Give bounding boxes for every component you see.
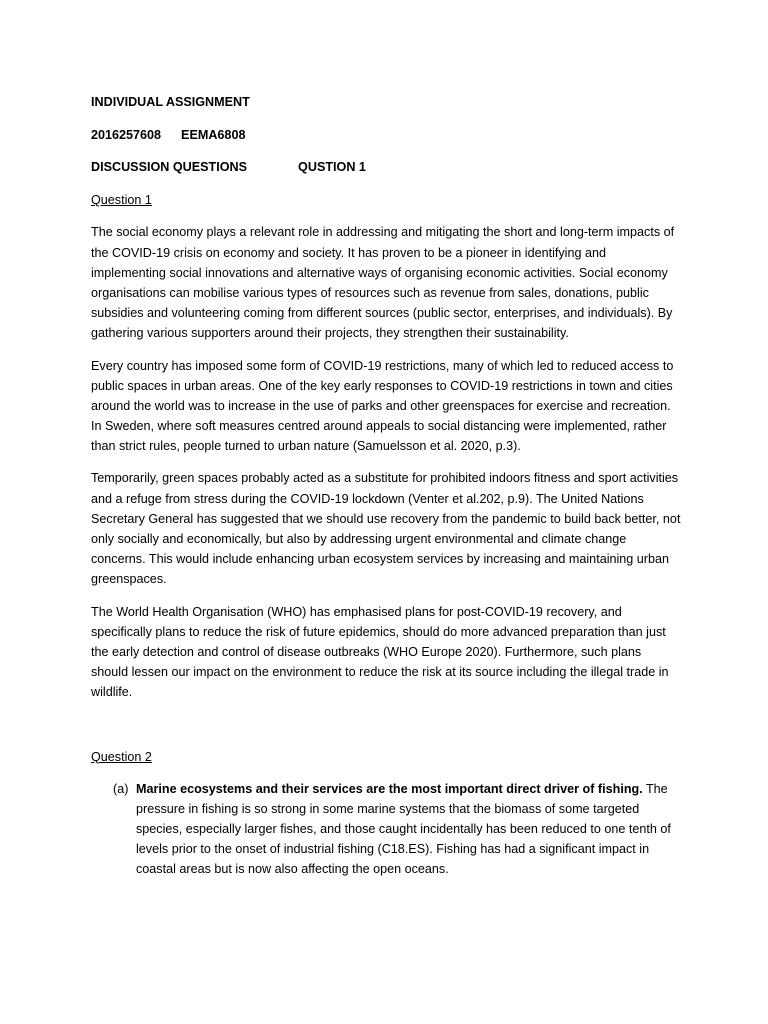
course-code: EEMA6808 bbox=[181, 127, 246, 142]
question-1-heading: Question 1 bbox=[91, 193, 152, 208]
question-1-paragraph: The social economy plays a relevant role in addressing and mitigating the short and long-term impacts of the COVID-19 crisis on economy and society. It has proven to be a pioneer in identifying and implementing social innovations and alternative ways of organising economic activities. Social economy organisations can mobilise various types of resources such as revenue from sales, donations, public subsidies and volunteering coming from different sources (public sector, enterprises, and individuals). By gathering various supporters around their projects, they strengthen their sustainability. bbox=[91, 225, 675, 340]
question-1-paragraph: The World Health Organisation (WHO) has emphasised plans for post-COVID-19 recovery, and specifically plans to reduce the risk of future epidemics, should do more advanced preparation than just the early detection and control of disease outbreaks (WHO Europe 2020). Furthermore, such plans should lessen our impact on the environment to reduce the risk at its source including the illegal trade in wildlife. bbox=[91, 604, 669, 699]
question-tag: QUSTION 1 bbox=[298, 160, 366, 175]
document-content bbox=[91, 92, 681, 879]
section-line bbox=[91, 157, 681, 177]
assignment-title bbox=[91, 92, 681, 112]
question-2-item-a bbox=[91, 779, 681, 879]
section-spacer bbox=[91, 715, 681, 747]
question-1-paragraph: Temporarily, green spaces probably acted as a substitute for prohibited indoors fitness and sport activities and a refuge from stress during the COVID-19 lockdown (Venter et al.202, p.9). The United Nations Secretary General has suggested that we should use recovery from the pandemic to build back better, not only socially and economically, but also by addressing urgent environmental and climate change concerns. This would include enhancing urban ecosystem services by increasing and maintaining urban greenspaces. bbox=[91, 471, 681, 586]
section-heading: DISCUSSION QUESTIONS bbox=[91, 160, 248, 175]
item-bold-lead: Marine ecosystems and their services are the most important direct driver of fishing. bbox=[136, 781, 643, 796]
item-text: The pressure in fishing is so strong in some marine systems that the biomass of some targeted species, especially larger fishes, and those caught incidentally has been reduced to one tenth of levels prior to the onset of industrial fishing (C18.ES). Fishing has had a significant impact in coastal areas but is now also affecting the open oceans. bbox=[136, 781, 671, 877]
question-2-heading: Question 2 bbox=[91, 749, 152, 764]
student-course-line bbox=[91, 125, 681, 145]
question-1-paragraph: Every country has imposed some form of COVID-19 restrictions, many of which led to reduced access to public spaces in urban areas. One of the key early responses to COVID-19 restrictions in town and cities around the world was to increase in the use of parks and other greenspaces for exercise and recreation. In Sweden, where soft measures centred around appeals to social distancing were implemented, rather than strict rules, people turned to urban nature (Samuelsson et al. 2020, p.3). bbox=[91, 358, 674, 453]
assignment-title-text: INDIVIDUAL ASSIGNMENT bbox=[91, 95, 250, 109]
student-number: 2016257608 bbox=[91, 127, 162, 142]
item-marker: (a) bbox=[113, 781, 129, 796]
